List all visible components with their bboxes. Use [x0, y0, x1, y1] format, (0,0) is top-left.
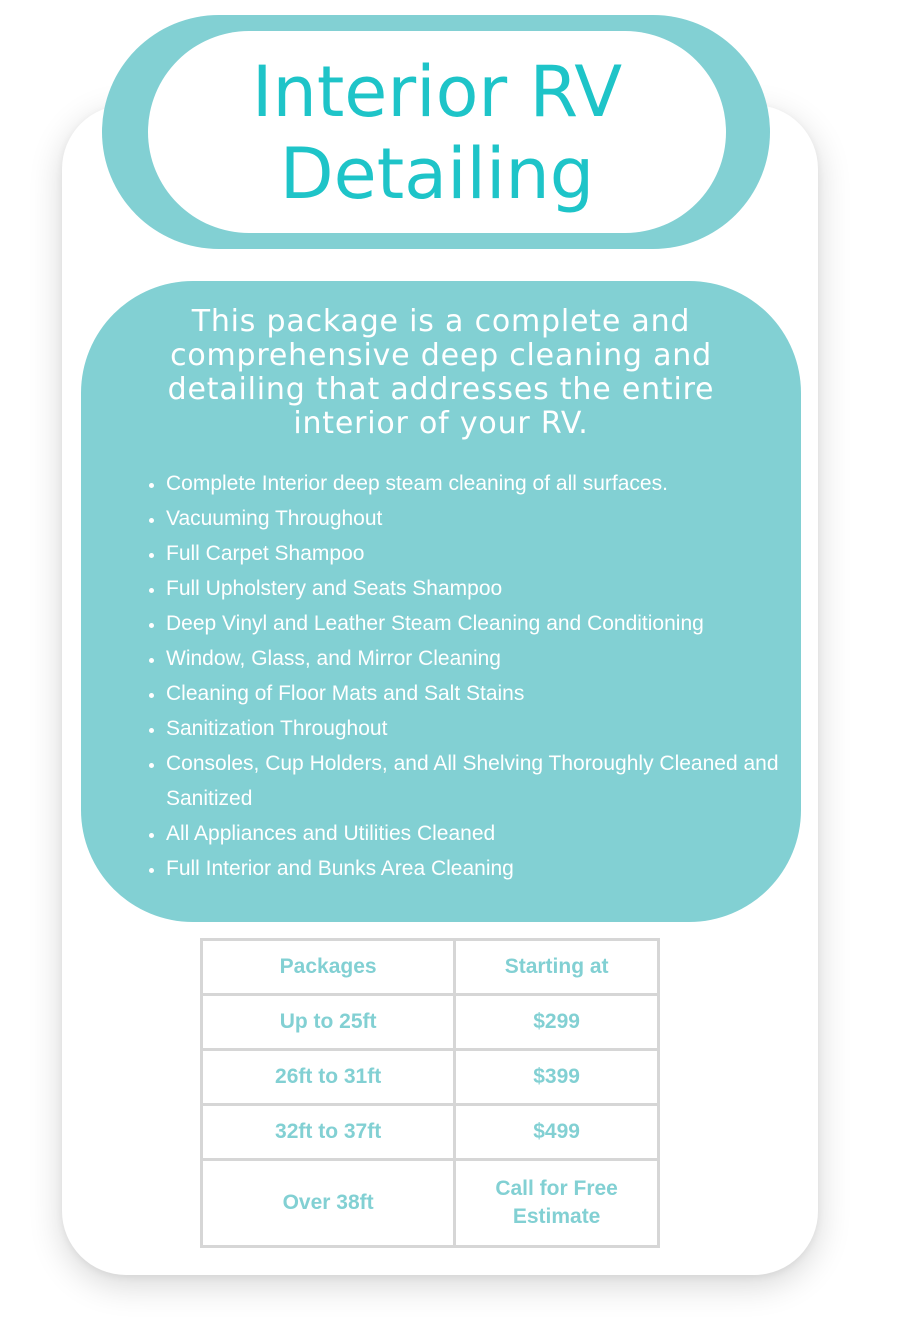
column-header-packages: Packages: [202, 940, 455, 995]
list-item: • Cleaning of Floor Mats and Salt Stains: [166, 676, 806, 711]
table-row: [202, 1050, 659, 1105]
pricing-table: [200, 938, 660, 1248]
table-row: [202, 1105, 659, 1160]
title-pill: [148, 31, 726, 233]
price-cell: [455, 1160, 659, 1247]
column-header-starting-at: Starting at: [455, 940, 659, 995]
list-item: • Vacuuming Throughout: [166, 501, 806, 536]
list-item: • Sanitization Throughout: [166, 711, 806, 746]
list-item: • Full Upholstery and Seats Shampoo: [166, 571, 806, 606]
package-cell: Up to 25ft: [202, 995, 455, 1050]
list-item: • Window, Glass, and Mirror Cleaning: [166, 641, 806, 676]
list-item: • Full Interior and Bunks Area Cleaning: [166, 851, 806, 886]
table-header-row: [202, 940, 659, 995]
package-cell: 32ft to 37ft: [202, 1105, 455, 1160]
package-cell: Over 38ft: [202, 1160, 455, 1247]
package-description: This package is a complete and comprehensive deep cleaning and detailing that addresses the entire interior of your RV.: [167, 304, 715, 441]
description-panel: [81, 281, 801, 922]
price-cell: $299: [455, 995, 659, 1050]
price-cell: $499: [455, 1105, 659, 1160]
price-cell: $399: [455, 1050, 659, 1105]
package-cell: 26ft to 31ft: [202, 1050, 455, 1105]
price-cell-text: Call for Free Estimate: [495, 1177, 618, 1228]
list-item: • Full Carpet Shampoo: [166, 536, 806, 571]
page-title: Interior RV Detailing: [251, 51, 623, 215]
list-item: • All Appliances and Utilities Cleaned: [166, 816, 806, 851]
table-row: [202, 995, 659, 1050]
table-row: [202, 1160, 659, 1247]
list-item: • Complete Interior deep steam cleaning of all surfaces.: [166, 466, 806, 501]
list-item: • Consoles, Cup Holders, and All Shelving Thoroughly Cleaned and Sanitized: [166, 746, 806, 816]
feature-list: [143, 466, 806, 886]
list-item: • Deep Vinyl and Leather Steam Cleaning and Conditioning: [166, 606, 806, 641]
